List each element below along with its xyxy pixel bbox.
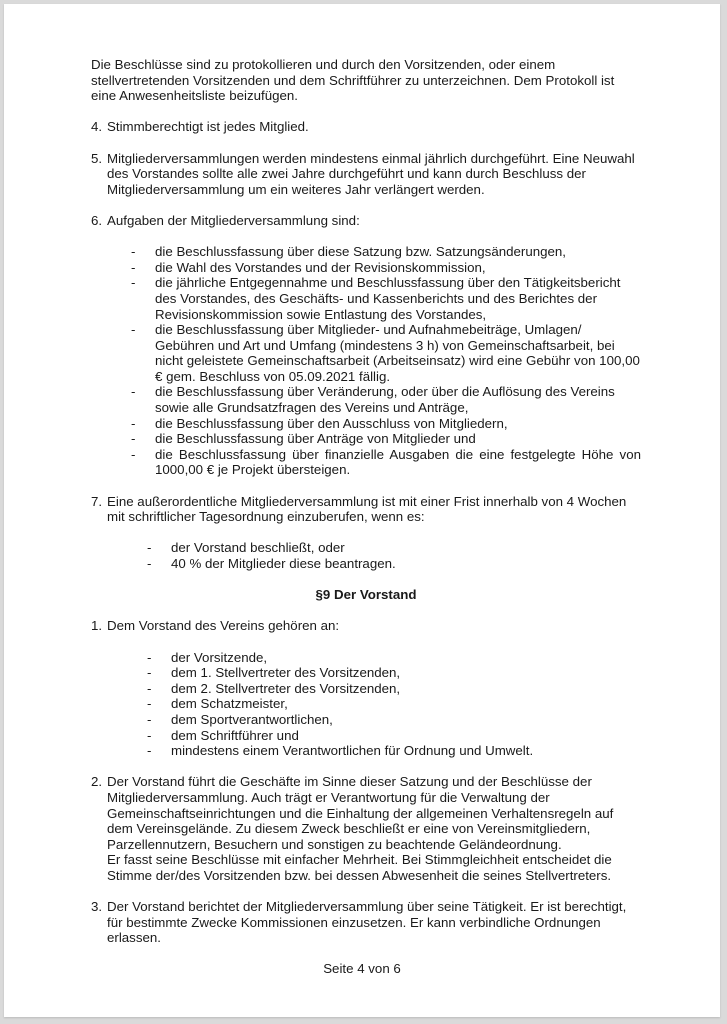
vorstand-item-1: [91, 618, 641, 758]
document-page: [4, 4, 720, 1017]
dash-item: - die Beschlussfassung über Anträge von Mitglieder und: [131, 431, 476, 447]
vorstand-item-2: [91, 774, 641, 883]
item-text: Dem Vorstand des Vereins gehören an:: [107, 618, 340, 634]
dash-item: - die Beschlussfassung über finanzielle Ausgaben die eine festgelegte Höhe von 1000,00 € je Projekt übersteigen.: [131, 446, 641, 478]
dash-item: - 40 % der Mitglieder diese beantragen.: [147, 556, 396, 571]
dash-item: - die Beschlussfassung über diese Satzung bzw. Satzungsänderungen,: [131, 244, 567, 260]
list-item-4: [91, 119, 641, 135]
item-text: Stimmberechtigt ist jedes Mitglied.: [107, 119, 309, 135]
dash-list-board-members: [147, 650, 641, 759]
item-number: 6.: [91, 212, 103, 228]
dash-item: - dem Schatzmeister,: [147, 696, 288, 712]
dash-list-duties: [131, 244, 641, 478]
dash-item: - dem Sportverantwortlichen,: [147, 711, 333, 727]
dash-item: - die Beschlussfassung über Mitglieder- und Aufnahmebeiträge, Umlagen/ Gebühren und Art und Umfang (mindestens 3 h) von Gemeinschaftsarbeit, bei nicht geleistete Gemeinschaftsarbeit (Arbeitseinsatz) wird eine Gebühr von 100,00 € gem. Beschluss von 05.09.2021 fällig.: [131, 322, 640, 384]
dash-item: - die jährliche Entgegennahme und Beschlussfassung über den Tätigkeitsbericht des Vorstandes, des Geschäfts- und Kassenberichts und des Berichtes der Revisionskommission sowie Entlastung des Vorstandes,: [131, 275, 621, 322]
dash-item: - der Vorstand beschließt, oder: [147, 540, 345, 556]
dash-item: - der Vorsitzende,: [147, 649, 268, 665]
dash-item: - dem Schriftführer und: [147, 727, 299, 743]
item-text-continued: Er fasst seine Beschlüsse mit einfacher Mehrheit. Bei Stimmgleichheit entscheidet die Stimme der/des Vorsitzenden bzw. bei dessen Abwesenheit die seines Stellvertreters.: [107, 852, 612, 883]
item-text: Der Vorstand berichtet der Mitgliederversammlung über seine Tätigkeit. Er ist berechtigt, für bestimmte Zwecke Kommissionen einzusetzen. Er kann verbindliche Ordnungen erlassen.: [107, 899, 627, 946]
item-text: Mitgliederversammlungen werden mindestens einmal jährlich durchgeführt. Eine Neuwahl des Vorstandes sollte alle zwei Jahre durchgeführt und kann durch Beschluss der Mitgliederversammlung um ein weiteres Jahr verlängert werden.: [107, 150, 635, 197]
intro-paragraph: Die Beschlüsse sind zu protokollieren und durch den Vorsitzenden, oder einem stellvertretenden Vorsitzenden und dem Schriftführer zu unterzeichnen. Dem Protokoll ist eine Anwesenheitsliste beizufügen.: [91, 57, 615, 104]
dash-item: - die Beschlussfassung über Veränderung, oder über die Auflösung des Vereins sowie alle Grundsatzfragen des Vereins und Anträge,: [131, 384, 615, 416]
list-item-5: [91, 151, 641, 198]
item-text: Aufgaben der Mitgliederversammlung sind:: [107, 212, 360, 228]
item-number: 1.: [91, 618, 103, 634]
item-text: Der Vorstand führt die Geschäfte im Sinne dieser Satzung und der Beschlüsse der Mitgliederversammlung. Auch trägt er Verantwortung für die Verwaltung der Gemeinschaftseinrichtungen und die Einhaltung der allgemeinen Verhaltensregeln auf dem Vereinsgelände. Zu diesem Zweck beschließt er eine von Vereinsmitgliedern, Parzellennutzern, Besuchern und sonstigen zu beachtende Geländeordnung.: [107, 774, 614, 852]
item-number: 2.: [91, 774, 103, 790]
list-item-6: [91, 213, 641, 478]
section-title: §9 Der Vorstand: [315, 587, 417, 603]
item-number: 7.: [91, 493, 103, 509]
list-item-7: [91, 494, 641, 572]
dash-item: - die Beschlussfassung über den Ausschluss von Mitgliedern,: [131, 415, 508, 431]
item-number: 4.: [91, 119, 103, 135]
dash-item: - dem 2. Stellvertreter des Vorsitzenden,: [147, 680, 401, 696]
dash-item: - die Wahl des Vorstandes und der Revisionskommission,: [131, 259, 486, 275]
page-number-footer: Seite 4 von 6: [323, 961, 401, 976]
item-number: 5.: [91, 150, 103, 166]
page-content: [91, 57, 641, 961]
dash-item: - dem 1. Stellvertreter des Vorsitzenden,: [147, 665, 401, 681]
dash-item: - mindestens einem Verantwortlichen für Ordnung und Umwelt.: [147, 743, 534, 759]
dash-list-conditions: [147, 540, 641, 571]
vorstand-item-3: [91, 899, 641, 946]
item-text: Eine außerordentliche Mitgliederversammlung ist mit einer Frist innerhalb von 4 Wochen mit schriftlicher Tagesordnung einzuberufen, wenn es:: [107, 493, 627, 525]
item-number: 3.: [91, 899, 103, 915]
